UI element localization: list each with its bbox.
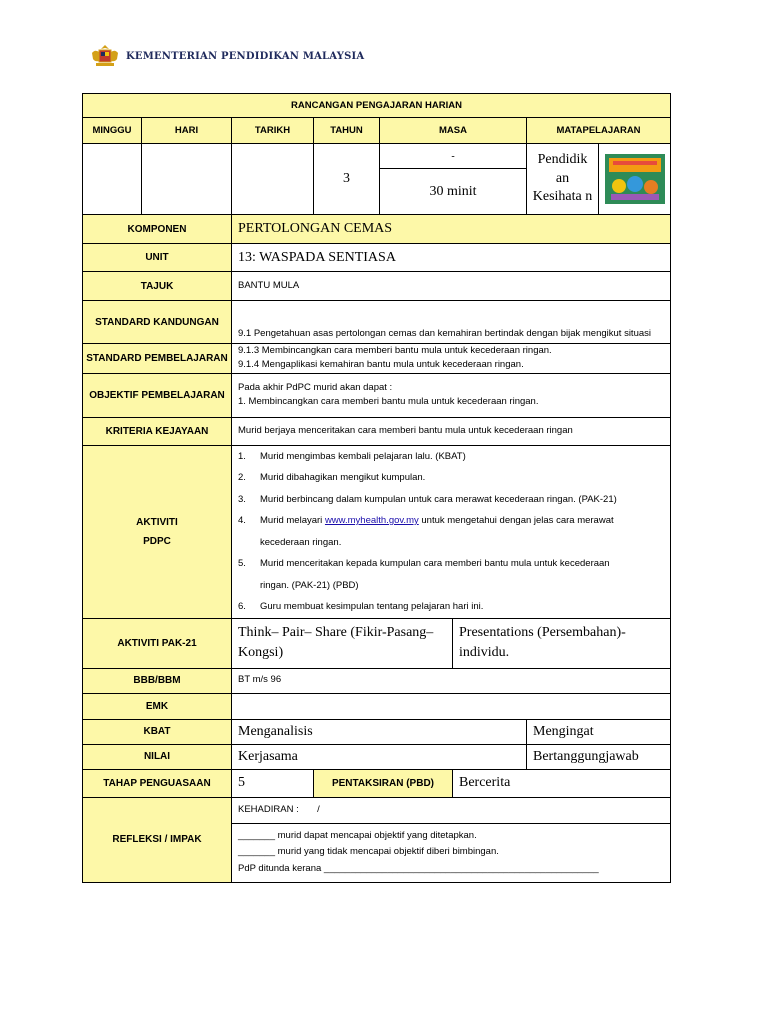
komponen-label: KOMPONEN xyxy=(83,215,232,244)
refleksi-lines xyxy=(232,823,671,882)
bbb-value: BT m/s 96 xyxy=(232,668,671,693)
ministry-name: KEMENTERIAN PENDIDIKAN MALAYSIA xyxy=(126,50,365,62)
aktiviti-label-1: AKTIVITI xyxy=(136,516,178,528)
col-tahun: TAHUN xyxy=(314,118,380,144)
kehadiran-line: KEHADIRAN : / xyxy=(232,797,671,823)
kriteria-label: KRITERIA KEJAYAAN xyxy=(83,417,232,445)
col-hari: HARI xyxy=(142,118,232,144)
lesson-plan-table xyxy=(82,93,671,883)
masa-top: - xyxy=(380,144,527,169)
masa-bottom: 30 minit xyxy=(380,169,527,215)
pak21-left: Think– Pair– Share (Fikir-Pasang– Kongsi) xyxy=(232,618,453,668)
standard-pembelajaran-value xyxy=(232,344,671,374)
kriteria-value: Murid berjaya menceritakan cara memberi bantu mula untuk kecederaan ringan xyxy=(232,417,671,445)
plan-title: RANCANGAN PENGAJARAN HARIAN xyxy=(83,94,671,118)
tajuk-value: BANTU MULA xyxy=(232,272,671,301)
objektif-line-2: 1. Membincangkan cara memberi bantu mula untuk kecederaan ringan. xyxy=(238,396,539,407)
pak21-right: Presentations (Persembahan)-individu. xyxy=(453,618,671,668)
refleksi-label: REFLEKSI / IMPAK xyxy=(83,797,232,882)
sp-line-2: 9.1.4 Mengaplikasi kemahiran bantu mula untuk kecederaan ringan. xyxy=(238,359,524,371)
standard-pembelajaran-label: STANDARD PEMBELAJARAN xyxy=(83,344,232,374)
kbat-label: KBAT xyxy=(83,719,232,744)
hari-value xyxy=(142,144,232,215)
refleksi-line-1: _______ murid dapat mencapai objektif yang ditetapkan. xyxy=(238,830,477,842)
col-masa: MASA xyxy=(380,118,527,144)
page-header xyxy=(90,42,364,70)
aktiviti-label xyxy=(83,445,232,618)
tahap-value: 5 xyxy=(232,769,314,797)
komponen-value: PERTOLONGAN CEMAS xyxy=(232,215,671,244)
kbat-left: Menganalisis xyxy=(232,719,527,744)
emk-value xyxy=(232,693,671,719)
tajuk-label: TAJUK xyxy=(83,272,232,301)
objektif-line-1: Pada akhir PdPC murid akan dapat : xyxy=(238,381,393,393)
list-item: 5. Murid menceritakan kepada kumpulan cara memberi bantu mula untuk kecederaan xyxy=(238,558,610,569)
unit-label: UNIT xyxy=(83,244,232,272)
sp-line-1: 9.1.3 Membincangkan cara memberi bantu mula untuk kecederaan ringan. xyxy=(238,345,552,356)
aktiviti-label-2: PDPC xyxy=(143,535,171,547)
list-item: 6. Guru membuat kesimpulan tentang pelajaran hari ini. xyxy=(238,601,484,612)
aktiviti-list-cell xyxy=(232,445,671,618)
col-matapelajaran: MATAPELAJARAN xyxy=(527,118,671,144)
objektif-value xyxy=(232,373,671,417)
pbd-label: PENTAKSIRAN (PBD) xyxy=(314,769,453,797)
pbd-value: Bercerita xyxy=(453,769,671,797)
standard-kandungan-value: 9.1 Pengetahuan asas pertolongan cemas dan kemahiran bertindak dengan bijak mengikut situasi xyxy=(232,301,671,344)
bbb-label: BBB/BBM xyxy=(83,668,232,693)
list-item: 2. Murid dibahagikan mengikut kumpulan. xyxy=(238,472,426,483)
subject-image-cell xyxy=(599,144,671,215)
refleksi-line-3: PdP ditunda kerana ____________________________________________________ xyxy=(238,862,599,874)
textbook-cover-icon xyxy=(605,154,665,204)
list-item: 3. Murid berbincang dalam kumpulan untuk cara merawat kecederaan ringan. (PAK-21) xyxy=(238,493,617,505)
col-tarikh: TARIKH xyxy=(232,118,314,144)
myhealth-link[interactable]: www.myhealth.gov.my xyxy=(324,515,419,526)
emk-label: EMK xyxy=(83,693,232,719)
standard-kandungan-label: STANDARD KANDUNGAN xyxy=(83,301,232,344)
minggu-value xyxy=(83,144,142,215)
list-item: ringan. (PAK-21) (PBD) xyxy=(260,579,359,591)
col-minggu: MINGGU xyxy=(83,118,142,144)
crest-logo-icon xyxy=(90,43,120,69)
kbat-right: Mengingat xyxy=(527,719,671,744)
tarikh-value xyxy=(232,144,314,215)
list-item: 1. Murid mengimbas kembali pelajaran lalu. (KBAT) xyxy=(238,450,466,462)
nilai-left: Kerjasama xyxy=(232,744,527,769)
objektif-label: OBJEKTIF PEMBELAJARAN xyxy=(83,373,232,417)
nilai-label: NILAI xyxy=(83,744,232,769)
pak21-label: AKTIVITI PAK-21 xyxy=(83,618,232,668)
list-item: 4. Murid melayari www.myhealth.gov.my untuk mengetahui dengan jelas cara merawat xyxy=(238,515,614,526)
refleksi-line-2: _______ murid yang tidak mencapai objektif diberi bimbingan. xyxy=(238,846,499,858)
aktiviti-list xyxy=(232,446,670,618)
unit-value: 13: WASPADA SENTIASA xyxy=(232,244,671,272)
tahun-value: 3 xyxy=(314,144,380,215)
list-item: kecederaan ringan. xyxy=(260,536,342,548)
tahap-label: TAHAP PENGUASAAN xyxy=(83,769,232,797)
nilai-right: Bertanggungjawab xyxy=(527,744,671,769)
subject-value: Pendidik an Kesihata n xyxy=(527,144,599,215)
